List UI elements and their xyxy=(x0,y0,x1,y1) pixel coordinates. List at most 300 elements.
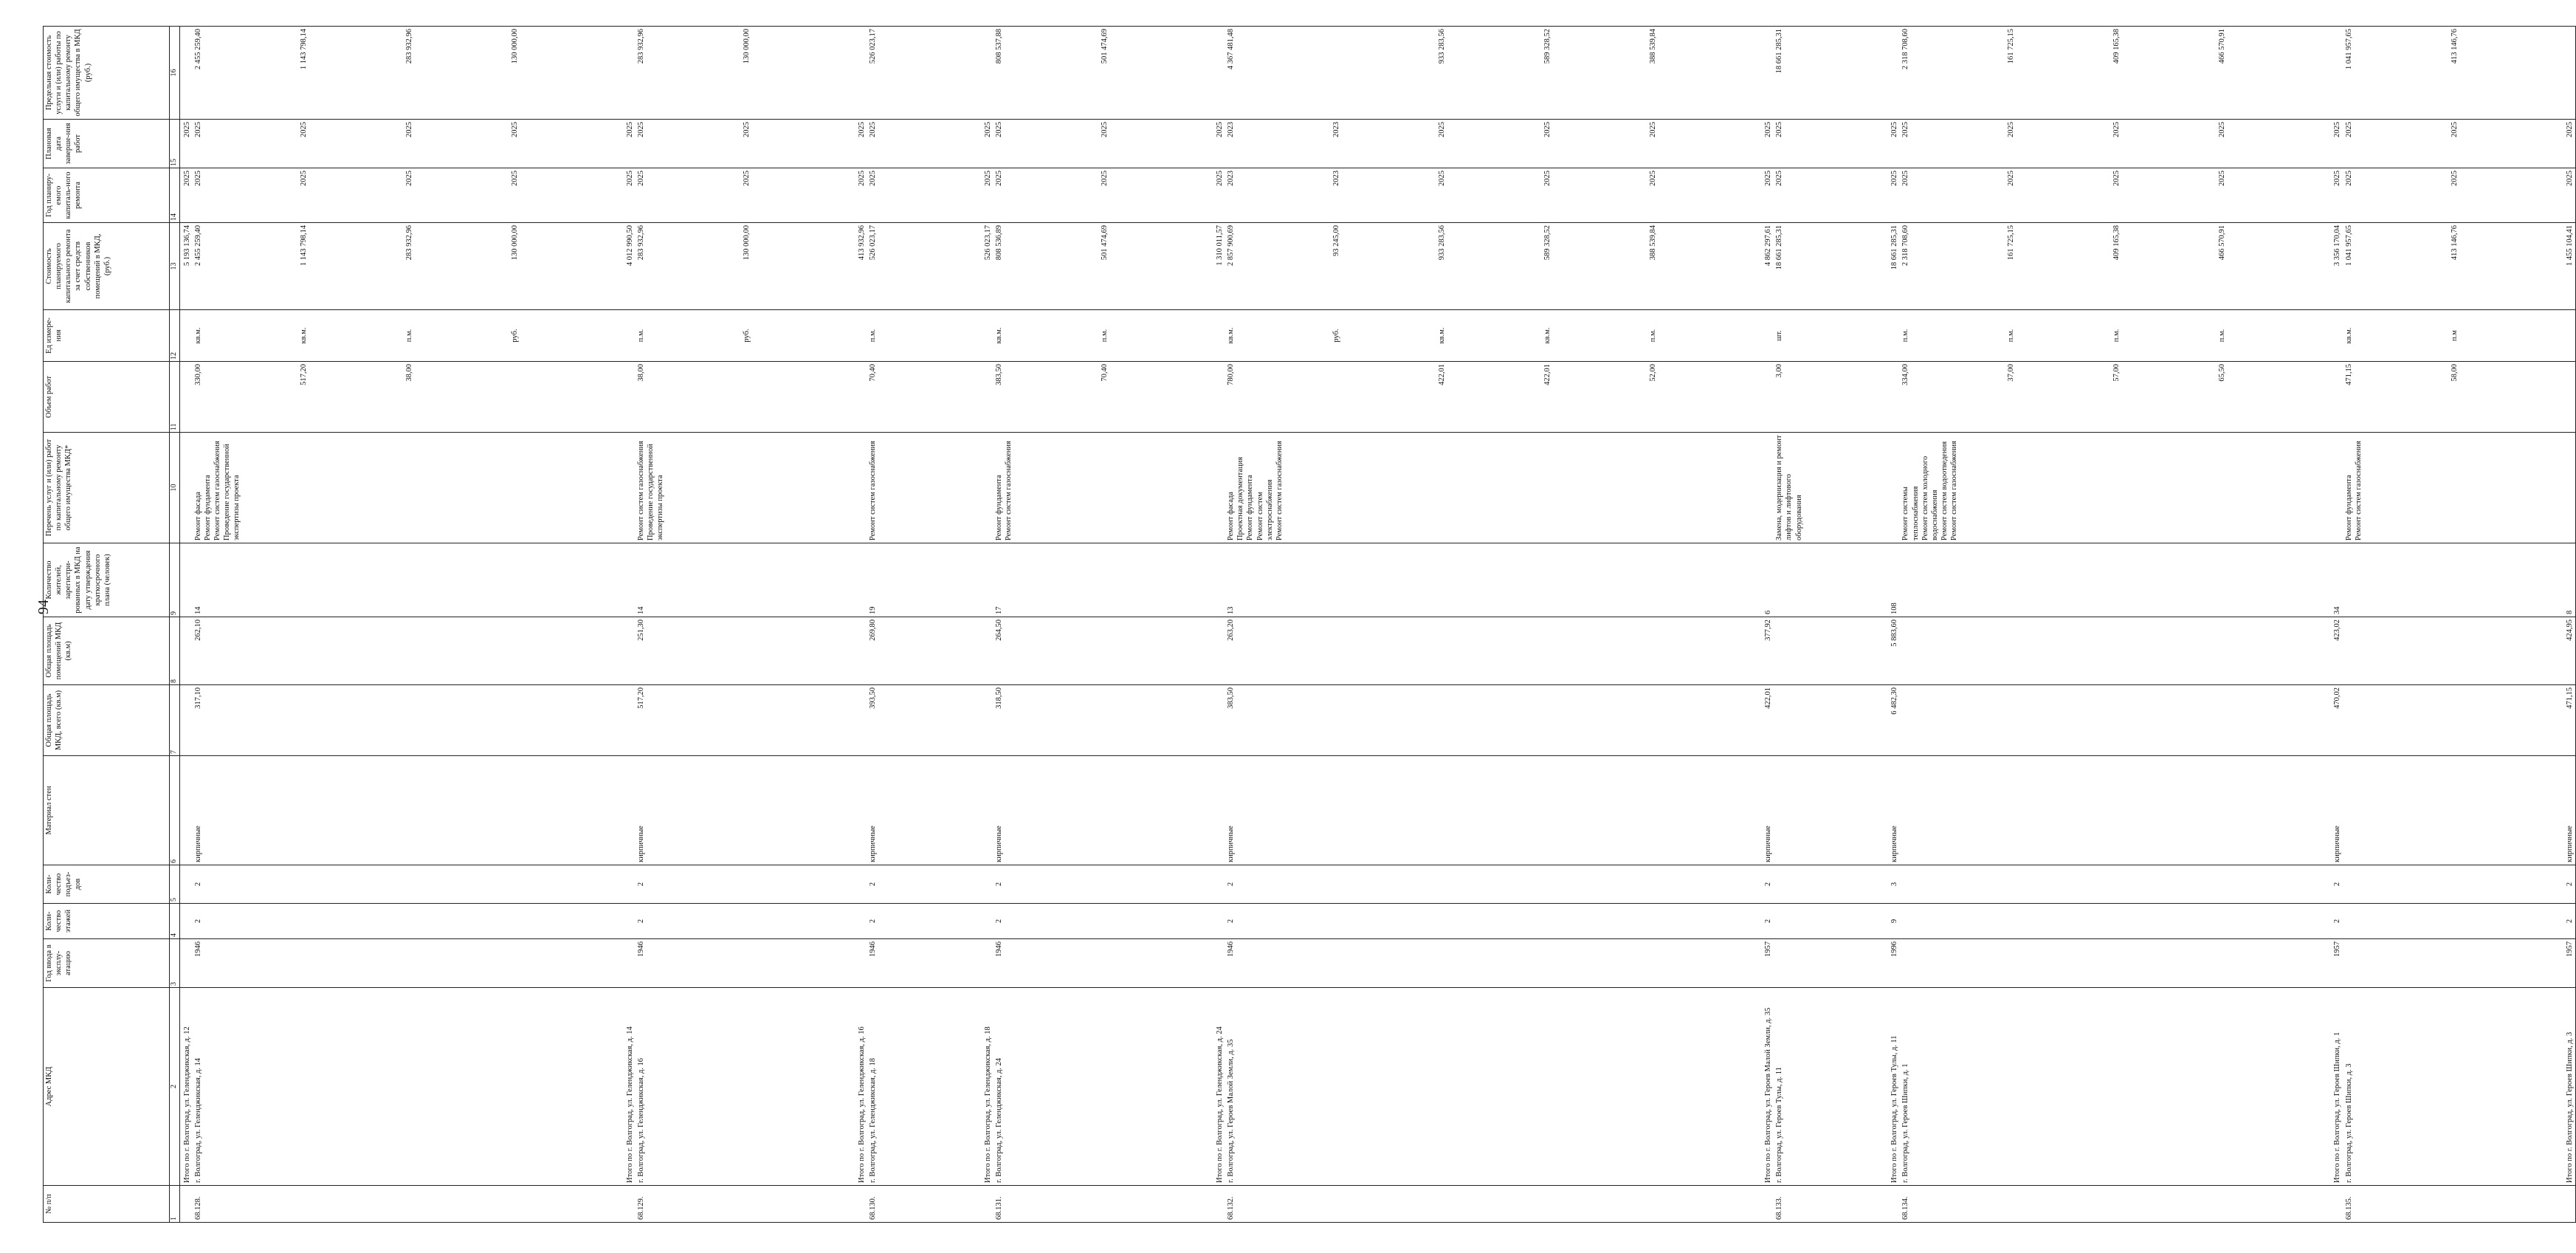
row-number: 68.133. xyxy=(1774,1186,1887,1223)
work-year-line: 2025 xyxy=(1901,171,1910,186)
volume-empty xyxy=(2563,362,2576,433)
row-number xyxy=(1887,1186,1900,1223)
rotated-page xyxy=(43,27,2574,1223)
work-date-line: 2025 xyxy=(1101,122,1109,137)
col-number: 2 xyxy=(170,988,180,1186)
works-empty xyxy=(2563,433,2576,543)
col-number: 12 xyxy=(170,310,180,362)
limit-empty xyxy=(1887,27,1900,120)
row-number: 68.132. xyxy=(1225,1186,1761,1223)
total-area: 383,50 xyxy=(1225,685,1761,756)
work-cost-line: 589 328,52 xyxy=(1543,225,1552,261)
entrances xyxy=(623,865,636,904)
col-number: 1 xyxy=(170,1186,180,1223)
volume-empty xyxy=(981,362,993,433)
header-number: № п/п xyxy=(44,1186,170,1223)
work-item xyxy=(1225,433,1761,543)
work-unit-line: шт. xyxy=(1775,330,1784,341)
total-cost: 4 012 990,50 xyxy=(623,223,636,310)
wall-material: кирпичные xyxy=(2330,756,2343,865)
unit-empty xyxy=(855,310,867,362)
work-limit-line: 130 000,00 xyxy=(510,29,519,64)
work-date-line: 2025 xyxy=(2218,122,2227,137)
work-volume xyxy=(1225,362,1761,433)
work-item-line: Ремонт фундамента xyxy=(1246,475,1255,540)
total-date: 2025 xyxy=(623,120,636,168)
total-cost: 18 661 285,31 xyxy=(1887,223,1900,310)
work-date-line: 2025 xyxy=(742,122,751,137)
work-year xyxy=(636,168,855,223)
work-date-line: 2025 xyxy=(1901,122,1910,137)
room-area xyxy=(179,617,193,685)
volume-empty xyxy=(179,362,193,433)
work-cost-line: 161 725,15 xyxy=(2007,225,2016,261)
limit-empty xyxy=(2330,27,2343,120)
col-number: 4 xyxy=(170,904,180,939)
wall-material: кирпичные xyxy=(867,756,981,865)
header-total-area: Общая площадь МКД, всего (кв.м) xyxy=(44,685,170,756)
work-year-line: 2025 xyxy=(2344,171,2353,186)
work-limit-line: 2 318 708,60 xyxy=(1901,29,1910,70)
year-built: 1946 xyxy=(867,939,981,988)
work-cost xyxy=(867,223,981,310)
work-item-line: Ремонт системы теплоснабжения xyxy=(1901,486,1920,540)
room-area xyxy=(1900,617,2330,685)
work-volume-line: 57,00 xyxy=(2112,364,2121,382)
works-empty xyxy=(1213,433,1225,543)
work-cost-line: 2 455 259,40 xyxy=(193,225,202,267)
work-cost-line: 2 318 708,60 xyxy=(1901,225,1910,267)
volume-empty xyxy=(855,362,867,433)
work-volume-line: 38,00 xyxy=(636,364,645,382)
work-limit-line: 283 932,96 xyxy=(636,29,645,64)
wall-material xyxy=(1900,756,2330,865)
entrances: 2 xyxy=(993,865,1213,904)
work-limit-line: 18 661 285,31 xyxy=(1775,29,1784,74)
work-item-line: Ремонт фундамента xyxy=(203,475,212,540)
work-unit-line: руб. xyxy=(510,329,519,343)
wall-material xyxy=(623,756,636,865)
work-item-line: Ремонт систем газоснабжения xyxy=(1275,441,1284,540)
work-volume-line: 65,50 xyxy=(2218,364,2227,382)
residents: 34 xyxy=(2330,543,2343,617)
row-number xyxy=(623,1186,636,1223)
work-limit-line: 2 455 259,40 xyxy=(193,29,202,70)
wall-material: кирпичные xyxy=(636,756,855,865)
work-volume-line: 3,00 xyxy=(1775,364,1784,378)
row-number xyxy=(855,1186,867,1223)
table-row xyxy=(1774,27,1887,1223)
work-unit-line: п.м. xyxy=(636,329,645,343)
year-built: 1957 xyxy=(2563,939,2576,988)
work-year-line: 2025 xyxy=(510,171,519,186)
residents xyxy=(1900,543,2330,617)
work-item-line: Проведение государственной экспертизы проекта xyxy=(223,444,241,540)
unit-empty xyxy=(2330,310,2343,362)
work-volume-line: 471,15 xyxy=(2344,364,2353,385)
work-year xyxy=(1900,168,2330,223)
work-cost-line: 808 536,89 xyxy=(995,225,1003,261)
entrances: 2 xyxy=(2330,865,2343,904)
unit-empty xyxy=(1761,310,1774,362)
row-number: 68.135. xyxy=(2343,1186,2563,1223)
work-year-line: 2025 xyxy=(1775,171,1784,186)
header-address: Адрес МКД xyxy=(44,988,170,1186)
limit-empty xyxy=(623,27,636,120)
volume-empty xyxy=(1887,362,1900,433)
total-year: 2025 xyxy=(2330,168,2343,223)
total-area xyxy=(2343,685,2563,756)
work-unit-line: п.м. xyxy=(1101,329,1109,343)
year-built xyxy=(623,939,636,988)
work-item xyxy=(1774,433,1887,543)
table-row xyxy=(636,27,855,1223)
work-year xyxy=(1774,168,1887,223)
total-date: 2025 xyxy=(1213,120,1225,168)
total-date: 2025 xyxy=(855,120,867,168)
address: г. Волгоград, ул. Геленджикская, д. 18 xyxy=(867,988,981,1186)
work-unit-line: п.м. xyxy=(868,329,877,343)
col-number: 15 xyxy=(170,120,180,168)
work-volume-line: 517,20 xyxy=(299,364,308,385)
work-unit-line: п.м. xyxy=(2218,329,2227,343)
header-room-area: Общая площадь помещений МКД (кв.м) xyxy=(44,617,170,685)
total-cost: 5 193 136,74 xyxy=(179,223,193,310)
work-unit-line: кв.м. xyxy=(1227,327,1236,344)
year-built xyxy=(1900,939,2330,988)
work-year-line: 2025 xyxy=(1543,171,1552,186)
work-item xyxy=(636,433,855,543)
table-body xyxy=(179,27,2575,1223)
work-item-line: Ремонт систем водоотведения xyxy=(1940,441,1949,540)
work-cost-line: 2 857 900,69 xyxy=(1227,225,1236,267)
work-unit-line: кв.м. xyxy=(995,327,1003,344)
total-date: 2025 xyxy=(2563,120,2576,168)
floors: 2 xyxy=(1761,904,1774,939)
work-limit-line xyxy=(1332,29,1437,117)
header-entrances: Коли-чество подъез-дов xyxy=(44,865,170,904)
room-area xyxy=(1213,617,1225,685)
address: Итого по г. Волгоград, ул. Героев Малой Земли, д. 35 xyxy=(1761,988,1774,1186)
work-date-line: 2025 xyxy=(510,122,519,137)
work-year-line: 2025 xyxy=(299,171,308,186)
year-built: 1957 xyxy=(2330,939,2343,988)
work-year-line: 2025 xyxy=(1101,171,1109,186)
total-area xyxy=(179,685,193,756)
work-year-line: 2025 xyxy=(2450,171,2459,186)
work-cost-line: 409 165,38 xyxy=(2112,225,2121,261)
work-limit xyxy=(636,27,855,120)
row-number: 68.130. xyxy=(867,1186,981,1223)
work-limit-line: 589 328,52 xyxy=(1543,29,1552,64)
address: Итого по г. Волгоград, ул. Героев Тулы, д. 11 xyxy=(1887,988,1900,1186)
work-unit xyxy=(2343,310,2563,362)
residents: 14 xyxy=(636,543,855,617)
room-area: 423,02 xyxy=(2330,617,2343,685)
room-area: 262,10 xyxy=(193,617,623,685)
work-volume-line: 422,01 xyxy=(1438,364,1447,385)
limit-empty xyxy=(981,27,993,120)
floors: 2 xyxy=(193,904,623,939)
wall-material: кирпичные xyxy=(1887,756,1900,865)
work-volume-line: 70,40 xyxy=(1101,364,1109,382)
work-limit-line: 409 165,38 xyxy=(2112,29,2121,64)
total-year: 2025 xyxy=(2563,168,2576,223)
works-empty xyxy=(855,433,867,543)
work-item-line: Ремонт фасада xyxy=(1227,491,1236,540)
row-number xyxy=(1761,1186,1774,1223)
work-unit-line: кв.м. xyxy=(193,327,202,344)
total-row xyxy=(1887,27,1900,1223)
work-cost-line: 501 474,69 xyxy=(1101,225,1109,261)
room-area xyxy=(981,617,993,685)
work-limit xyxy=(193,27,623,120)
room-area xyxy=(855,617,867,685)
work-unit xyxy=(1774,310,1887,362)
work-date-line: 2025 xyxy=(1543,122,1552,137)
floors: 2 xyxy=(2330,904,2343,939)
address: Итого по г. Волгоград, ул. Геленджикская, д. 14 xyxy=(623,988,636,1186)
header-floors: Коли-чество этажей xyxy=(44,904,170,939)
work-unit-line: кв.м. xyxy=(1543,327,1552,344)
work-limit xyxy=(867,27,981,120)
work-limit-line: 130 000,00 xyxy=(742,29,751,64)
col-number: 3 xyxy=(170,939,180,988)
work-limit xyxy=(2343,27,2563,120)
entrances: 2 xyxy=(1225,865,1761,904)
total-cost: 4 862 297,61 xyxy=(1761,223,1774,310)
total-cost: 1 310 011,57 xyxy=(1213,223,1225,310)
entrances xyxy=(855,865,867,904)
total-date: 2025 xyxy=(2330,120,2343,168)
row-number: 68.131. xyxy=(993,1186,1213,1223)
table-row xyxy=(867,27,981,1223)
total-date: 2025 xyxy=(1887,120,1900,168)
total-area xyxy=(1213,685,1225,756)
work-year-line: 2025 xyxy=(995,171,1003,186)
work-cost-line: 93 245,00 xyxy=(1332,225,1341,256)
work-year xyxy=(193,168,623,223)
limit-empty xyxy=(179,27,193,120)
residents xyxy=(179,543,193,617)
work-cost xyxy=(1774,223,1887,310)
table-row xyxy=(1900,27,2330,1223)
address: г. Волгоград, ул. Героев Шипки, д. 3 xyxy=(2343,988,2563,1186)
works-empty xyxy=(981,433,993,543)
year-built xyxy=(2343,939,2563,988)
col-number: 5 xyxy=(170,865,180,904)
work-volume-line: 37,00 xyxy=(2007,364,2016,382)
wall-material xyxy=(2343,756,2563,865)
table-row xyxy=(193,27,623,1223)
work-date-line: 2025 xyxy=(868,122,877,137)
work-cost-line: 130 000,00 xyxy=(742,225,751,261)
table-row xyxy=(993,27,1213,1223)
work-cost xyxy=(636,223,855,310)
total-area: 471,15 xyxy=(2563,685,2576,756)
work-item-line: Ремонт систем газоснабжения xyxy=(636,441,645,540)
work-volume xyxy=(1900,362,2330,433)
work-item-line: Ремонт фасада xyxy=(193,491,202,540)
residents: 8 xyxy=(2563,543,2576,617)
total-year: 2025 xyxy=(1213,168,1225,223)
room-area: 5 883,60 xyxy=(1887,617,1900,685)
work-cost-line: 388 539,84 xyxy=(1649,225,1658,261)
work-limit-line: 413 146,76 xyxy=(2450,29,2459,64)
work-year-line: 2025 xyxy=(636,171,645,186)
room-area xyxy=(2343,617,2563,685)
year-built: 1946 xyxy=(993,939,1213,988)
residents xyxy=(623,543,636,617)
work-date-line: 2023 xyxy=(1332,122,1341,137)
work-item-line: Ремонт фундамента xyxy=(2344,475,2353,540)
work-date xyxy=(1900,120,2330,168)
total-row xyxy=(2330,27,2343,1223)
work-year-line: 2025 xyxy=(2112,171,2121,186)
work-cost-line: 933 283,56 xyxy=(1438,225,1447,261)
wall-material xyxy=(1213,756,1225,865)
work-unit xyxy=(1900,310,2330,362)
work-limit-line: 501 474,69 xyxy=(1101,29,1109,64)
floors: 2 xyxy=(1225,904,1761,939)
work-volume xyxy=(636,362,855,433)
work-year xyxy=(993,168,1213,223)
work-limit xyxy=(1774,27,1887,120)
year-built xyxy=(1213,939,1225,988)
work-unit-line: кв.м. xyxy=(299,327,308,344)
work-limit-line: 1 041 957,65 xyxy=(2344,29,2353,70)
residents xyxy=(2343,543,2563,617)
total-row xyxy=(623,27,636,1223)
work-date-line: 2025 xyxy=(1775,122,1784,137)
work-date-line: 2025 xyxy=(404,122,413,137)
work-volume-line: 383,50 xyxy=(995,364,1003,385)
work-volume-line: 330,00 xyxy=(193,364,202,385)
unit-empty xyxy=(1213,310,1225,362)
header-row xyxy=(44,27,170,1223)
work-date xyxy=(867,120,981,168)
address: г. Волгоград, ул. Героев Малой Земли, д. 35 xyxy=(1225,988,1761,1186)
row-number xyxy=(981,1186,993,1223)
column-number-row xyxy=(170,27,180,1223)
residents: 17 xyxy=(993,543,1213,617)
col-number: 13 xyxy=(170,223,180,310)
header-limit-cost: Предельная стоимость услуги и (или) работы по капитальному ремонту общего имущества в МКД (руб.) xyxy=(44,27,170,120)
year-built: 1946 xyxy=(636,939,855,988)
residents: 6 xyxy=(1761,543,1774,617)
work-cost xyxy=(2343,223,2563,310)
work-volume-line: 52,00 xyxy=(1649,364,1658,382)
room-area: 263,20 xyxy=(1225,617,1761,685)
room-area: 251,30 xyxy=(636,617,855,685)
work-year-line: 2025 xyxy=(404,171,413,186)
work-year-line: 2023 xyxy=(1227,171,1236,186)
col-number: 14 xyxy=(170,168,180,223)
work-item-line: Проведение государственной экспертизы проекта xyxy=(646,444,664,540)
work-item-line: Ремонт систем газоснабжения xyxy=(868,441,877,540)
total-area: 317,10 xyxy=(193,685,623,756)
total-cost: 526 023,17 xyxy=(981,223,993,310)
total-year: 2025 xyxy=(855,168,867,223)
work-cost xyxy=(1225,223,1761,310)
work-date xyxy=(636,120,855,168)
work-date xyxy=(1774,120,1887,168)
total-date: 2025 xyxy=(1761,120,1774,168)
header-work-volume: Объем работ xyxy=(44,362,170,433)
col-number: 7 xyxy=(170,685,180,756)
work-limit-line: 808 537,88 xyxy=(995,29,1003,64)
room-area xyxy=(1774,617,1887,685)
entrances: 2 xyxy=(636,865,855,904)
work-date xyxy=(2343,120,2563,168)
address: Итого по г. Волгоград, ул. Геленджикская, д. 18 xyxy=(981,988,993,1186)
work-year-line: 2025 xyxy=(2007,171,2016,186)
total-row xyxy=(2563,27,2576,1223)
work-date-line: 2025 xyxy=(995,122,1003,137)
work-date-line: 2025 xyxy=(636,122,645,137)
work-date xyxy=(1225,120,1761,168)
year-built xyxy=(855,939,867,988)
work-limit-line: 1 143 798,14 xyxy=(299,29,308,70)
work-item xyxy=(193,433,623,543)
work-limit-line: 388 539,84 xyxy=(1649,29,1658,64)
room-area: 269,80 xyxy=(867,617,981,685)
floors xyxy=(1900,904,2330,939)
work-item-line: Ремонт систем холодного водоснабжения xyxy=(1921,456,1939,540)
floors xyxy=(179,904,193,939)
work-date-line: 2025 xyxy=(193,122,202,137)
work-year-line: 2025 xyxy=(1649,171,1658,186)
row-number: 68.129. xyxy=(636,1186,855,1223)
work-unit xyxy=(636,310,855,362)
work-cost xyxy=(1900,223,2330,310)
wall-material: кирпичные xyxy=(1761,756,1774,865)
limit-empty xyxy=(1213,27,1225,120)
header-residents: Количество жителей, зарегистри-рованных в МКД на дату утверждения краткосрочного плана (человек) xyxy=(44,543,170,617)
work-item-line: Ремонт систем газоснабжения xyxy=(2354,441,2363,540)
entrances: 2 xyxy=(2563,865,2576,904)
work-volume xyxy=(2343,362,2563,433)
wall-material xyxy=(981,756,993,865)
residents xyxy=(855,543,867,617)
work-item xyxy=(867,433,981,543)
address: Итого по г. Волгоград, ул. Героев Шипки, д. 3 xyxy=(2563,988,2576,1186)
header-repair-year: Год планиру-емого капиталь-ного ремонта xyxy=(44,168,170,223)
header-works-list: Перечень услуг и (или) работ по капитальному ремонту общего имущества МКД* xyxy=(44,433,170,543)
work-cost-line: 283 932,96 xyxy=(636,225,645,261)
floors: 2 xyxy=(993,904,1213,939)
works-empty xyxy=(179,433,193,543)
work-item xyxy=(1900,433,2330,543)
work-date xyxy=(193,120,623,168)
floors: 2 xyxy=(636,904,855,939)
floors: 9 xyxy=(1887,904,1900,939)
work-cost xyxy=(993,223,1213,310)
work-year-line: 2025 xyxy=(868,171,877,186)
work-volume-line xyxy=(1332,364,1437,430)
total-area xyxy=(1774,685,1887,756)
total-area: 393,50 xyxy=(867,685,981,756)
work-date-line: 2025 xyxy=(1438,122,1447,137)
header-planned-cost: Стоимость планируемого капитального ремонта за счет средств собственников помещений в МКД, (руб.) xyxy=(44,223,170,310)
work-cost-line: 466 570,91 xyxy=(2218,225,2227,261)
floors: 2 xyxy=(867,904,981,939)
work-date xyxy=(993,120,1213,168)
residents xyxy=(1774,543,1887,617)
volume-empty xyxy=(1213,362,1225,433)
room-area xyxy=(623,617,636,685)
work-unit-line: п.м. xyxy=(1901,329,1910,343)
